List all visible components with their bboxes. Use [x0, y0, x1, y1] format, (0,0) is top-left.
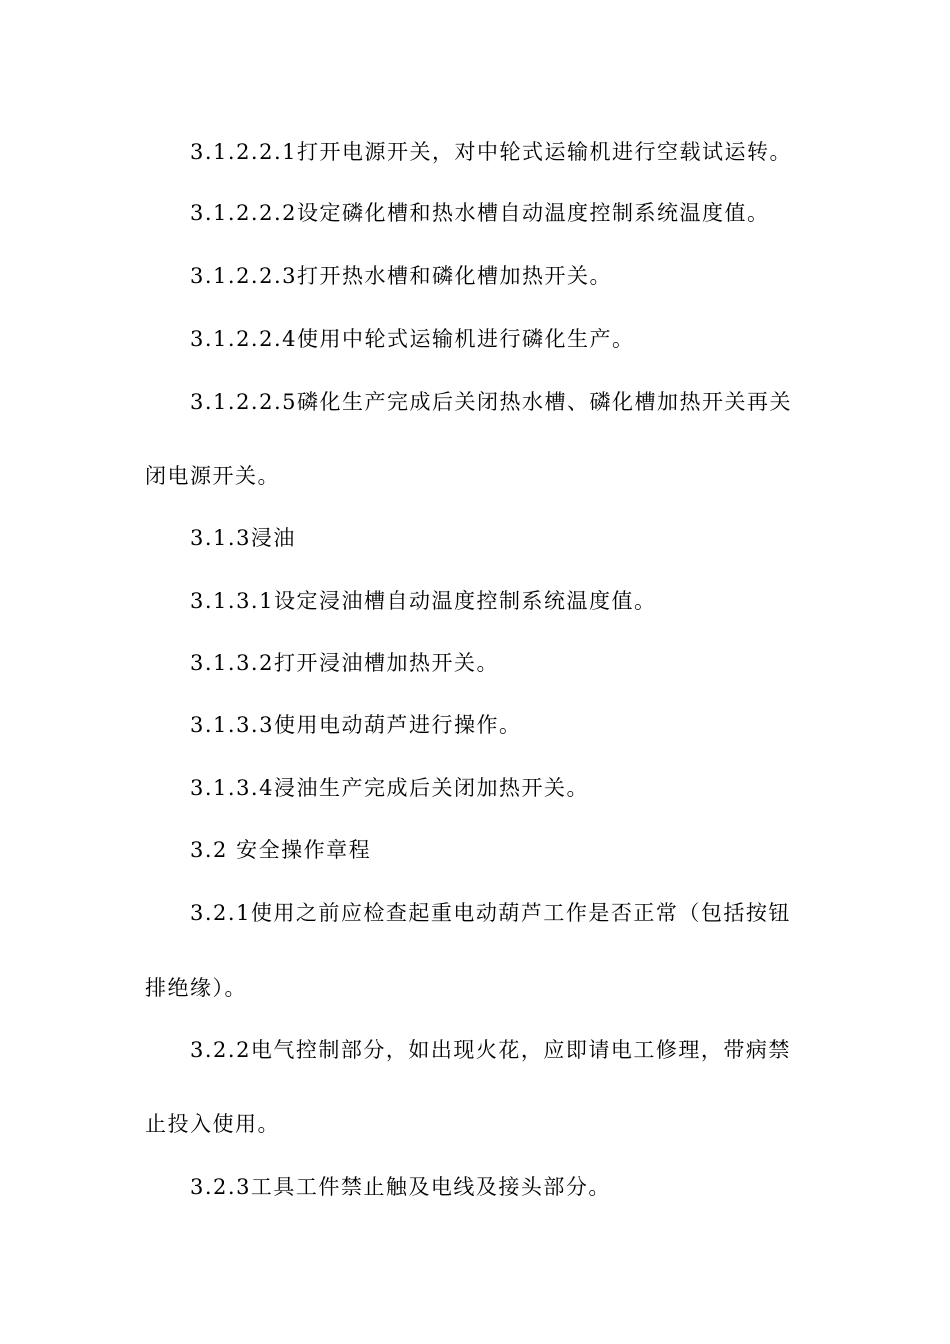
paragraph-3-1-3-2: 3.1.3.2打开浸油槽加热开关。	[190, 651, 499, 675]
paragraph-3-2-1-continued: 排绝缘）。	[145, 976, 247, 1000]
paragraph-3-1-3-3: 3.1.3.3使用电动葫芦进行操作。	[190, 713, 522, 737]
paragraph-3-2-1: 3.2.1使用之前应检查起重电动葫芦工作是否正常（包括按钮	[190, 901, 791, 925]
paragraph-3-1-3-1: 3.1.3.1设定浸油槽自动温度控制系统温度值。	[190, 589, 657, 613]
paragraph-3-1-2-2-5-continued: 闭电源开关。	[145, 464, 280, 488]
paragraph-3-2-3: 3.2.3工具工件禁止触及电线及接头部分。	[190, 1175, 611, 1199]
heading-3-1-3: 3.1.3浸油	[190, 526, 296, 550]
paragraph-3-1-2-2-1: 3.1.2.2.1打开电源开关，对中轮式运输机进行空载试运转。	[190, 140, 793, 164]
paragraph-3-2-2: 3.2.2电气控制部分，如出现火花，应即请电工修理，带病禁	[190, 1038, 791, 1062]
paragraph-3-2-2-continued: 止投入使用。	[145, 1112, 280, 1136]
heading-3-2: 3.2 安全操作章程	[190, 838, 372, 862]
paragraph-3-1-2-2-4: 3.1.2.2.4使用中轮式运输机进行磷化生产。	[190, 327, 635, 351]
paragraph-3-1-2-2-5: 3.1.2.2.5磷化生产完成后关闭热水槽、磷化槽加热开关再关	[190, 390, 793, 414]
paragraph-3-1-3-4: 3.1.3.4浸油生产完成后关闭加热开关。	[190, 776, 589, 800]
paragraph-3-1-2-2-3: 3.1.2.2.3打开热水槽和磷化槽加热开关。	[190, 264, 613, 288]
paragraph-3-1-2-2-2: 3.1.2.2.2设定磷化槽和热水槽自动温度控制系统温度值。	[190, 201, 770, 225]
